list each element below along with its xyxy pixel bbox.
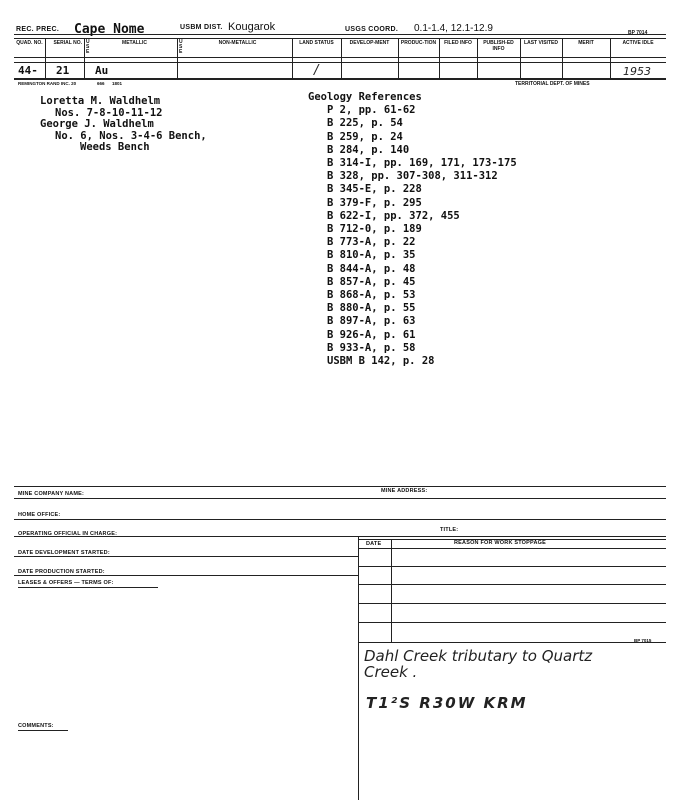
date-col-label: DATE	[366, 541, 382, 547]
owner-line: Nos. 7-8-10-11-12	[55, 106, 163, 119]
col-filed-info: FILED INFO	[444, 40, 472, 46]
header-rule-3	[14, 57, 666, 58]
geology-ref: B 225, p. 54	[327, 117, 403, 130]
header-rule-4	[14, 62, 666, 63]
geology-ref: B 868-A, p. 53	[327, 289, 416, 302]
comments-label: COMMENTS:	[18, 723, 54, 729]
imprint-code-1: 666	[97, 81, 105, 86]
owner-line: George J. Waldhelm	[40, 118, 154, 130]
geology-ref: B 857-A, p. 45	[327, 275, 416, 288]
geology-ref: B 933-A, p. 58	[327, 341, 416, 354]
rule	[14, 536, 666, 537]
col-development: DEVELOP-MENT	[349, 40, 390, 46]
col-use-metallic: U S E	[86, 39, 90, 55]
col-metallic: METALLIC	[122, 40, 147, 46]
rule	[358, 584, 666, 585]
title-label: TITLE:	[440, 527, 459, 533]
rule	[358, 642, 666, 643]
rule	[14, 556, 358, 557]
usgs-coord-value: 0.1-1.4, 12.1-12.9	[414, 23, 493, 34]
geology-references	[308, 91, 517, 368]
header-bottom-rule	[14, 78, 666, 80]
col-last-visited: LAST VISITED	[524, 40, 558, 46]
rule	[358, 548, 666, 549]
rule	[14, 519, 666, 520]
col-production: PRODUC-TION	[400, 40, 437, 46]
territorial-dept: TERRITORIAL DEPT. OF MINES	[515, 81, 590, 87]
col-land-status: LAND STATUS	[299, 40, 334, 46]
owners-block	[40, 96, 207, 154]
reason-col-label: REASON FOR WORK STOPPAGE	[454, 540, 546, 546]
geology-title: Geology References	[308, 91, 422, 103]
geology-ref: B 379-F, p. 295	[327, 196, 422, 209]
rule	[358, 622, 666, 623]
date-production-label: DATE PRODUCTION STARTED:	[18, 569, 105, 575]
usgs-coord-label: USGS COORD.	[345, 26, 399, 33]
date-development-label: DATE DEVELOPMENT STARTED:	[18, 550, 110, 556]
serial-value: 21	[56, 64, 70, 77]
date-col-divider	[391, 539, 392, 642]
home-office-label: HOME OFFICE:	[18, 512, 61, 518]
form-number: BP 7014	[628, 30, 648, 36]
mine-address-label: MINE ADDRESS:	[381, 488, 428, 494]
header-rule-2	[14, 38, 666, 39]
geology-ref: B 622-I, pp. 372, 455	[327, 209, 460, 222]
geology-ref: P 2, pp. 61-62	[327, 104, 416, 117]
col-quad-no: QUAD. NO.	[16, 40, 43, 46]
land-status-mark: /	[314, 63, 319, 78]
rule	[358, 603, 666, 604]
geology-ref: B 844-A, p. 48	[327, 262, 416, 275]
rule	[18, 730, 68, 731]
quad-value: 44-	[18, 64, 38, 77]
geology-ref: USBM B 142, p. 28	[327, 355, 435, 368]
geology-ref: B 712-0, p. 189	[327, 223, 422, 236]
geology-ref: B 259, p. 24	[327, 130, 403, 143]
handwritten-note	[364, 648, 592, 680]
table-left-border	[358, 536, 359, 800]
owner-line: Weeds Bench	[80, 141, 150, 153]
geology-list	[308, 104, 517, 368]
col-use-nonmetallic: U S E	[179, 39, 183, 55]
note-line: Dahl Creek tributary to Quartz	[364, 647, 593, 665]
geology-ref: B 926-A, p. 61	[327, 328, 416, 341]
col-published-info: PUBLISH-ED INFO	[483, 40, 514, 52]
active-idle-value: 1953	[623, 65, 651, 78]
col-active-idle: ACTIVE IDLE	[622, 40, 654, 46]
mine-company-name-label: MINE COMPANY NAME:	[18, 491, 85, 497]
handwritten-location: T1²S R30W KRM	[366, 694, 528, 712]
imprint-code-2: 1801	[112, 81, 123, 86]
note-line: Creek .	[364, 663, 418, 681]
col-non-metallic: NON-METALLIC	[218, 40, 257, 46]
owner-line: Loretta M. Waldhelm	[40, 95, 161, 107]
geology-ref: B 284, p. 140	[327, 143, 410, 156]
metallic-value: Au	[95, 64, 109, 77]
col-merit: MERIT	[578, 40, 594, 46]
geology-ref: B 880-A, p. 55	[327, 302, 416, 315]
lower-top-rule	[14, 486, 666, 487]
leases-offers-label: LEASES & OFFERS — TERMS OF:	[18, 580, 114, 586]
rule	[14, 575, 358, 576]
rec-prec-label: REC. PREC.	[16, 26, 60, 33]
geology-ref: B 345-E, p. 228	[327, 183, 422, 196]
geology-ref: B 810-A, p. 35	[327, 249, 416, 262]
geology-ref: B 328, pp. 307-308, 311-312	[327, 170, 498, 183]
rule	[14, 498, 666, 499]
remington-imprint: REMINGTON RAND INC. 20	[18, 81, 77, 86]
form-number-lower: BP 7015	[634, 638, 652, 643]
operating-official-label: OPERATING OFFICIAL IN CHARGE:	[18, 531, 118, 537]
geology-ref: B 897-A, p. 63	[327, 315, 416, 328]
usbm-dist-value: Kougarok	[228, 21, 276, 33]
rule	[358, 566, 666, 567]
geology-ref: B 773-A, p. 22	[327, 236, 416, 249]
rule	[18, 587, 158, 588]
col-divider	[84, 38, 85, 78]
usbm-dist-label: USBM DIST.	[180, 24, 223, 31]
col-divider	[177, 38, 178, 78]
col-serial-no: SERIAL NO.	[53, 40, 82, 46]
geology-ref: B 314-I, pp. 169, 171, 173-175	[327, 157, 517, 170]
rec-prec-value: Cape Nome	[74, 22, 145, 37]
owner-line: No. 6, Nos. 3-4-6 Bench,	[55, 129, 207, 142]
